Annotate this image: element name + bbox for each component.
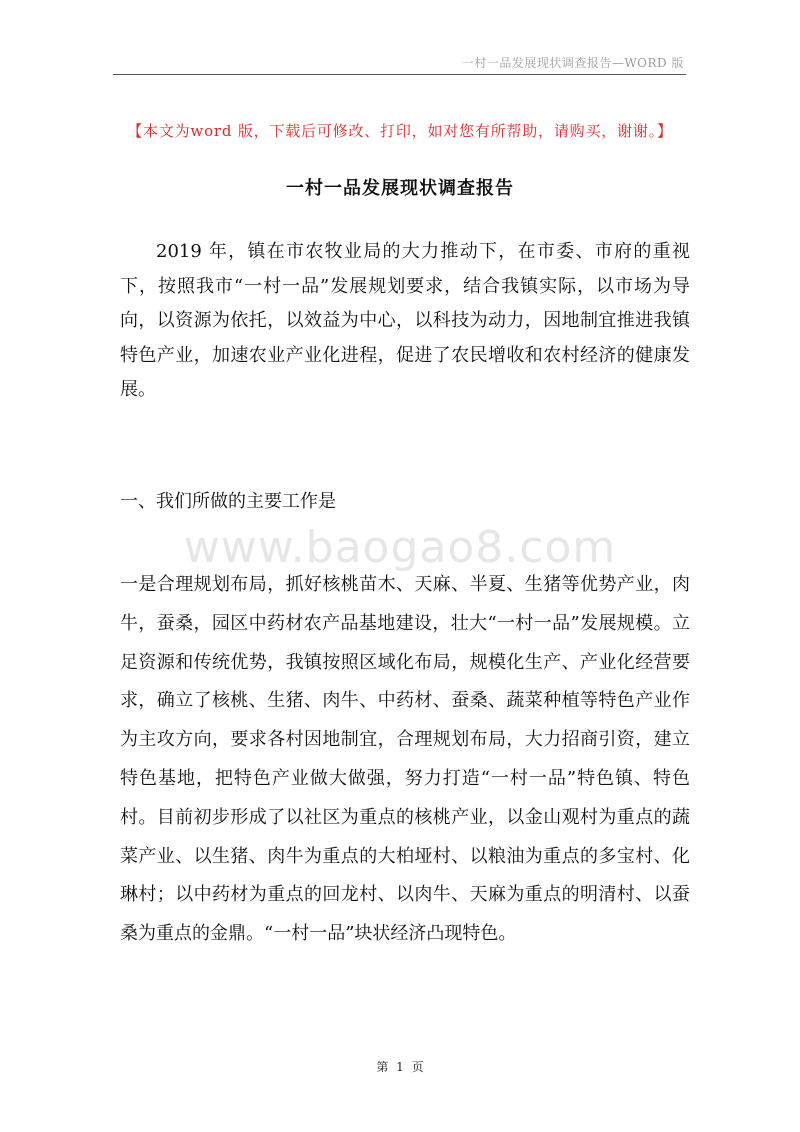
document-title: 一村一品发展现状调查报告: [286, 178, 514, 199]
header-divider: [113, 74, 686, 75]
watermark-text: www.baogao8.com: [183, 522, 617, 573]
page-number: 1: [396, 1060, 404, 1074]
running-header: 一村一品发展现状调查报告—WORD 版: [461, 56, 684, 70]
download-notice: 【本文为word 版，下载后可修改、打印，如对您有所帮助，请购买，谢谢。】: [127, 122, 673, 140]
work-paragraph: 一是合理规划布局，抓好核桃苗木、天麻、半夏、生猪等优势产业，肉牛，蚕桑，园区中药材农产品基地建设，壮大“一村一品”发展规模。立足资源和传统优势，我镇按照区域化布局，规模化生产、产业化经营要求，确立了核桃、生猪、肉牛、中药材、蚕桑、蔬菜种植等特色产业作为主攻方向，要求各村因地制宜，合理规划布局，大力招商引资，建立特色基地，把特色产业做大做强，努力打造“一村一品”特色镇、特色村。目前初步形成了以社区为重点的核桃产业，以金山观村为重点的蔬菜产业、以生猪、肉牛为重点的大柏垭村、以粮油为重点的多宝村、化琳村；以中药材为重点的回龙村、以肉牛、天麻为重点的明清村、以蚕桑为重点的金鼎。“一村一品”块状经济凸现特色。: [120, 574, 690, 945]
footer-suffix: 页: [411, 1060, 424, 1074]
intro-paragraph: 2019 年，镇在市农牧业局的大力推动下，在市委、市府的重视下，按照我市“一村一品”发展规划要求，结合我镇实际，以市场为导向，以资源为依托，以效益为中心，以科技为动力，因地制宜推进我镇特色产业，加速农业产业化进程，促进了农民增收和农村经济的健康发展。: [120, 241, 690, 400]
section-heading: 一、我们所做的主要工作是: [120, 491, 336, 512]
page-footer: [0, 1058, 800, 1075]
footer-prefix: 第: [376, 1060, 389, 1074]
